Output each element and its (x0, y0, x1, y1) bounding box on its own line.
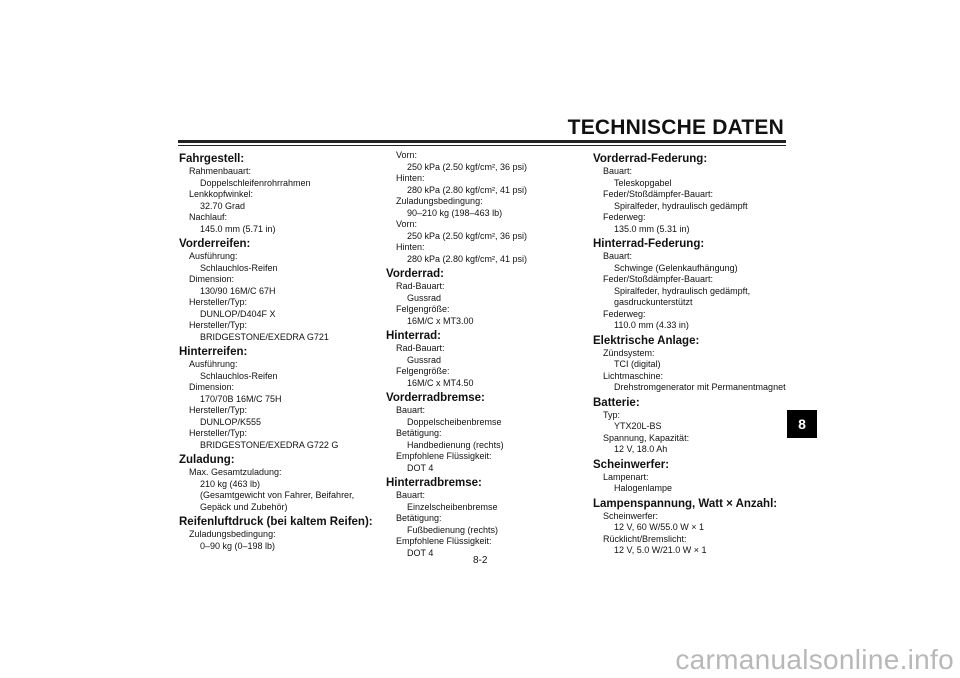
spec-value: Schlauchlos-Reifen (200, 370, 278, 381)
spec-value: 250 kPa (2.50 kgf/cm², 36 psi) (407, 230, 528, 241)
spec-label: Lampenart: (603, 471, 649, 482)
spec-value: TCI (digital) (614, 359, 661, 369)
spec-value: Doppelscheibenbremse (407, 416, 502, 427)
spec-value: 145.0 mm (5.71 in) (200, 223, 276, 234)
spec-label: Felgengröße: (396, 366, 450, 376)
spec-value: DUNLOP/D404F X (200, 308, 276, 319)
spec-value: (Gesamtgewicht von Fahrer, Beifahrer, (200, 490, 355, 500)
spec-value: DOT 4 (407, 547, 434, 558)
spec-label: Rücklicht/Bremslicht: (603, 533, 687, 544)
spec-label: Federweg: (603, 212, 646, 222)
spec-label: Dimension: (189, 274, 235, 284)
spec-heading: Lampenspannung, Watt × Anzahl: (593, 497, 778, 510)
spec-value: gasdruckunterstützt (614, 297, 693, 307)
spec-label: Rad-Bauart: (396, 343, 445, 353)
spec-heading: Elektrische Anlage: (593, 334, 700, 347)
spec-label: Felgengröße: (396, 304, 450, 314)
spec-value: DUNLOP/K555 (200, 416, 262, 427)
spec-heading: Vorderreifen: (179, 238, 251, 250)
spec-heading: Reifenluftdruck (bei kaltem Reifen): (179, 516, 373, 528)
spec-value: Gussrad (407, 354, 442, 365)
spec-label: Dimension: (189, 382, 235, 392)
spec-heading: Hinterradbremse: (386, 477, 482, 489)
spec-value: Schwinge (Gelenkaufhängung) (614, 262, 738, 273)
spec-label: Vorn: (396, 219, 418, 229)
spec-value: 32.70 Grad (200, 200, 246, 211)
spec-label: Hersteller/Typ: (189, 428, 248, 438)
header-rule-thin (178, 145, 786, 146)
spec-value: 130/90 16M/C 67H (200, 285, 276, 296)
spec-label: Feder/Stoßdämpfer-Bauart: (603, 189, 714, 199)
header-rule-thick (178, 140, 786, 143)
spec-value: Doppelschleifenrohrrahmen (200, 177, 311, 188)
spec-value: DOT 4 (407, 462, 434, 473)
spec-value: 0–90 kg (0–198 lb) (200, 540, 276, 551)
spec-value: BRIDGESTONE/EXEDRA G722 G (200, 439, 339, 450)
spec-label: Hersteller/Typ: (189, 297, 248, 307)
spec-label: Zündsystem: (603, 347, 655, 358)
spec-value: Gussrad (407, 292, 442, 303)
spec-label: Zuladungsbedingung: (396, 196, 483, 206)
spec-label: Ausführung: (189, 251, 238, 261)
spec-column-1 (179, 150, 379, 552)
spec-value: 280 kPa (2.80 kgf/cm², 41 psi) (407, 253, 528, 264)
spec-label: Empfohlene Flüssigkeit: (396, 451, 492, 461)
spec-heading: Scheinwerfer: (593, 458, 670, 471)
spec-label: Bauart: (603, 251, 633, 261)
spec-label: Typ: (603, 409, 621, 420)
spec-label: Feder/Stoßdämpfer-Bauart: (603, 274, 714, 284)
spec-value: Spiralfeder, hydraulisch gedämpft (614, 200, 748, 211)
spec-heading: Vorderradbremse: (386, 392, 485, 404)
spec-value: BRIDGESTONE/EXEDRA G721 (200, 331, 329, 342)
spec-value: 16M/C x MT4.50 (407, 377, 474, 388)
spec-label: Federweg: (603, 308, 646, 319)
spec-label: Hinten: (396, 173, 425, 183)
spec-value: 170/70B 16M/C 75H (200, 393, 282, 404)
spec-label: Rahmenbauart: (189, 166, 252, 176)
spec-label: Bauart: (396, 405, 426, 415)
spec-label: Nachlauf: (189, 212, 228, 222)
spec-value: 12 V, 60 W/55.0 W × 1 (614, 522, 704, 532)
spec-heading: Vorderrad: (386, 268, 444, 280)
spec-label: Bauart: (396, 490, 426, 500)
spec-label: Empfohlene Flüssigkeit: (396, 536, 492, 546)
spec-value: 135.0 mm (5.31 in) (614, 223, 690, 234)
chapter-tab: 8 (787, 410, 817, 438)
spec-value: 210 kg (463 lb) (200, 478, 261, 489)
spec-label: Betätigung: (396, 428, 442, 438)
spec-label: Scheinwerfer: (603, 510, 659, 521)
page-number: 8-2 (473, 555, 488, 566)
spec-label: Hersteller/Typ: (189, 320, 248, 330)
watermark: carmanualsonline.info (675, 644, 954, 675)
spec-value: Handbedienung (rechts) (407, 439, 504, 450)
spec-value: Drehstromgenerator mit Permanentmagnet (614, 382, 786, 392)
spec-value: 16M/C x MT3.00 (407, 315, 474, 326)
spec-label: Vorn: (396, 150, 418, 160)
spec-label: Zuladungsbedingung: (189, 529, 276, 539)
spec-value: 12 V, 5.0 W/21.0 W × 1 (614, 545, 707, 555)
spec-label: Hinten: (396, 242, 425, 252)
spec-value: Fußbedienung (rechts) (407, 524, 499, 535)
spec-column-2 (386, 150, 586, 559)
spec-label: Hersteller/Typ: (189, 405, 248, 415)
spec-value: 280 kPa (2.80 kgf/cm², 41 psi) (407, 184, 528, 195)
spec-value: Schlauchlos-Reifen (200, 262, 278, 273)
spec-value: 90–210 kg (198–463 lb) (407, 207, 503, 218)
spec-value: Teleskopgabel (614, 177, 672, 188)
spec-label: Spannung, Kapazität: (603, 432, 690, 443)
spec-heading: Fahrgestell: (179, 153, 245, 165)
spec-value: Halogenlampe (614, 483, 673, 493)
spec-label: Lenkkopfwinkel: (189, 189, 254, 199)
spec-heading: Zuladung: (179, 454, 235, 466)
spec-heading: Hinterreifen: (179, 346, 248, 358)
spec-column-3 (593, 150, 793, 557)
spec-heading: Hinterrad: (386, 330, 441, 342)
spec-label: Ausführung: (189, 359, 238, 369)
spec-value: Gepäck und Zubehör) (200, 501, 288, 512)
spec-label: Lichtmaschine: (603, 370, 664, 381)
spec-heading: Hinterrad-Federung: (593, 238, 705, 250)
spec-label: Rad-Bauart: (396, 281, 445, 291)
spec-value: 12 V, 18.0 Ah (614, 444, 668, 454)
spec-heading: Batterie: (593, 396, 640, 409)
spec-value: 110.0 mm (4.33 in) (614, 320, 689, 330)
spec-value: Spiralfeder, hydraulisch gedämpft, (614, 285, 751, 296)
spec-label: Betätigung: (396, 513, 442, 523)
spec-label: Bauart: (603, 166, 633, 176)
spec-value: YTX20L-BS (614, 421, 662, 431)
spec-heading: Vorderrad-Federung: (593, 153, 708, 165)
spec-value: 250 kPa (2.50 kgf/cm², 36 psi) (407, 161, 528, 172)
page-title: TECHNISCHE DATEN (567, 116, 784, 139)
spec-label: Max. Gesamtzuladung: (189, 467, 282, 477)
spec-value: Einzelscheibenbremse (407, 501, 498, 512)
